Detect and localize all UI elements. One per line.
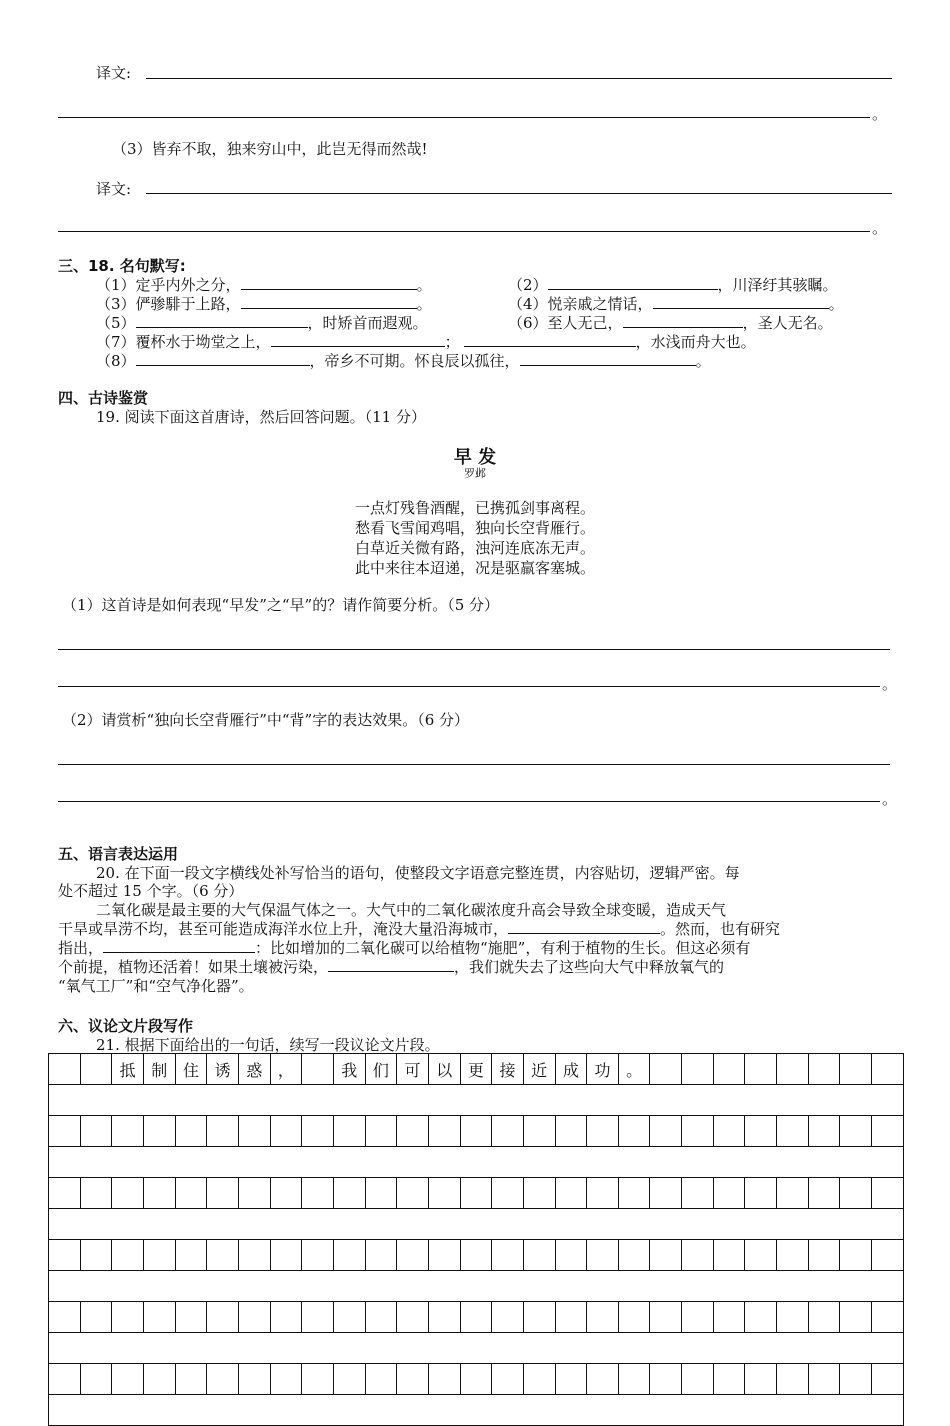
period-mark: 。 — [882, 790, 898, 808]
passage-text: 指出， — [58, 939, 104, 957]
grid-spacer-cell — [49, 1395, 904, 1426]
grid-cell[interactable] — [49, 1054, 81, 1085]
grid-spacer — [49, 1209, 904, 1240]
grid-cell[interactable] — [112, 1364, 144, 1395]
poem-line-2: 愁看飞雪闻鸡唱，独向长空背雁行。 — [354, 519, 595, 537]
grid-cell[interactable]: 制 — [143, 1054, 175, 1085]
grid-cell[interactable]: 以 — [428, 1054, 460, 1085]
item-text: ，帝乡不可期。怀良辰以孤往， — [309, 352, 520, 370]
grid-cell[interactable] — [650, 1302, 682, 1333]
grid-cell[interactable] — [460, 1116, 492, 1147]
grid-cell[interactable] — [270, 1178, 302, 1209]
grid-cell[interactable]: 功 — [587, 1054, 619, 1085]
grid-cell[interactable] — [682, 1302, 714, 1333]
grid-cell[interactable] — [80, 1054, 112, 1085]
grid-cell[interactable] — [238, 1364, 270, 1395]
grid-cell[interactable] — [492, 1240, 524, 1271]
grid-row[interactable] — [49, 1054, 904, 1085]
grid-cell[interactable] — [80, 1302, 112, 1333]
grid-cell[interactable] — [238, 1178, 270, 1209]
section-3-title: 三、18. 名句默写: — [58, 257, 186, 275]
passage-line-3 — [58, 937, 750, 958]
grid-cell[interactable] — [302, 1240, 334, 1271]
passage-line-4 — [58, 956, 724, 977]
poem-author: 罗邺 — [464, 467, 486, 480]
grid-cell[interactable] — [618, 1116, 650, 1147]
grid-cell[interactable] — [650, 1364, 682, 1395]
grid-spacer-cell — [49, 1209, 904, 1240]
grid-cell[interactable] — [682, 1054, 714, 1085]
item-text: ，水浅而舟大也。 — [635, 333, 756, 351]
item-text: ，川泽纡其骇瞩。 — [717, 276, 838, 294]
grid-cell[interactable] — [428, 1178, 460, 1209]
grid-cell[interactable] — [492, 1178, 524, 1209]
grid-cell[interactable] — [333, 1364, 365, 1395]
period-mark: 。 — [872, 219, 888, 237]
item-text: 俨骖騑于上路， — [135, 295, 241, 313]
grid-cell[interactable] — [302, 1364, 334, 1395]
grid-cell[interactable] — [175, 1178, 207, 1209]
grid-cell[interactable]: ， — [270, 1054, 302, 1085]
grid-cell[interactable] — [523, 1240, 555, 1271]
poem-line-3: 白草近关微有路，浊河连底冻无声。 — [354, 539, 595, 557]
grid-cell[interactable] — [840, 1302, 872, 1333]
grid-cell[interactable] — [397, 1116, 429, 1147]
fill-blank[interactable] — [653, 294, 829, 309]
grid-cell[interactable] — [840, 1054, 872, 1085]
question-19-1: （1）这首诗是如何表现“早发”之“早”的？请作简要分析。（5 分） — [62, 596, 500, 614]
grid-cell[interactable] — [207, 1116, 239, 1147]
grid-cell[interactable]: 更 — [460, 1054, 492, 1085]
grid-spacer — [49, 1271, 904, 1302]
grid-cell[interactable] — [587, 1240, 619, 1271]
item-number: （5） — [96, 314, 136, 332]
grid-cell[interactable] — [112, 1116, 144, 1147]
fill-blank[interactable] — [508, 919, 660, 934]
item-text: 。 — [416, 295, 432, 313]
item-number: （4） — [508, 295, 548, 313]
grid-cell[interactable]: 接 — [492, 1054, 524, 1085]
grid-cell[interactable] — [333, 1116, 365, 1147]
grid-cell[interactable] — [745, 1364, 777, 1395]
grid-cell[interactable] — [49, 1116, 81, 1147]
question-19: 19. 阅读下面这首唐诗，然后回答问题。（11 分） — [96, 408, 426, 426]
grid-cell[interactable] — [270, 1240, 302, 1271]
question-17-3: （3）皆弃不取，独来穷山中，此岂无得而然哉! — [112, 140, 428, 158]
grid-cell[interactable]: 近 — [523, 1054, 555, 1085]
recite-item-3 — [96, 293, 432, 314]
grid-cell[interactable]: 住 — [175, 1054, 207, 1085]
question-20-a: 20. 在下面一段文字横线处补写恰当的语句，使整段文字语意完整连贯，内容贴切，逻辑严密。每 — [96, 864, 740, 882]
question-20-b: 处不超过 15 个字。（6 分） — [58, 882, 244, 900]
writing-grid[interactable] — [48, 1053, 904, 1426]
item-number: （3） — [96, 295, 136, 313]
grid-cell[interactable] — [207, 1178, 239, 1209]
grid-cell[interactable] — [650, 1178, 682, 1209]
grid-cell[interactable] — [397, 1240, 429, 1271]
grid-spacer — [49, 1333, 904, 1364]
item-number: （1） — [96, 276, 136, 294]
item-text: ，圣人无名。 — [742, 314, 833, 332]
grid-cell[interactable] — [428, 1364, 460, 1395]
answer-line[interactable] — [58, 231, 870, 232]
fill-blank[interactable] — [136, 351, 310, 366]
grid-cell[interactable] — [682, 1178, 714, 1209]
recite-item-8 — [96, 350, 711, 371]
fill-blank[interactable] — [136, 313, 308, 328]
grid-cell[interactable] — [460, 1240, 492, 1271]
grid-cell[interactable] — [302, 1302, 334, 1333]
answer-line[interactable] — [146, 78, 892, 79]
grid-cell[interactable]: 诱 — [207, 1054, 239, 1085]
grid-cell[interactable] — [777, 1364, 809, 1395]
grid-cell[interactable] — [492, 1364, 524, 1395]
grid-cell[interactable] — [587, 1302, 619, 1333]
grid-cell[interactable] — [840, 1364, 872, 1395]
grid-cell[interactable] — [365, 1240, 397, 1271]
fill-blank[interactable] — [464, 332, 636, 347]
grid-cell[interactable] — [460, 1178, 492, 1209]
grid-cell[interactable] — [523, 1116, 555, 1147]
grid-cell[interactable] — [808, 1240, 840, 1271]
grid-cell[interactable] — [555, 1178, 587, 1209]
question-21: 21. 根据下面给出的一句话，续写一段议论文片段。 — [96, 1036, 440, 1054]
recite-item-6 — [508, 312, 833, 333]
item-text: 。 — [695, 352, 711, 370]
grid-cell[interactable]: 抵 — [112, 1054, 144, 1085]
grid-cell[interactable] — [302, 1054, 334, 1085]
grid-cell[interactable] — [745, 1302, 777, 1333]
grid-cell[interactable] — [872, 1116, 904, 1147]
grid-row[interactable] — [49, 1364, 904, 1395]
grid-cell[interactable] — [143, 1178, 175, 1209]
grid-cell[interactable]: 我 — [333, 1054, 365, 1085]
grid-cell[interactable] — [428, 1302, 460, 1333]
period-mark: 。 — [882, 675, 898, 693]
recite-item-4 — [508, 293, 844, 314]
grid-cell[interactable] — [270, 1302, 302, 1333]
item-text: 定乎内外之分， — [135, 276, 241, 294]
grid-cell[interactable] — [840, 1178, 872, 1209]
period-mark: 。 — [872, 105, 888, 123]
grid-cell[interactable]: 惑 — [238, 1054, 270, 1085]
grid-cell[interactable] — [872, 1178, 904, 1209]
grid-cell[interactable] — [143, 1302, 175, 1333]
fill-blank[interactable] — [103, 938, 255, 953]
item-number: （8） — [96, 352, 136, 370]
grid-cell[interactable] — [618, 1302, 650, 1333]
grid-cell[interactable] — [808, 1364, 840, 1395]
item-text: 。 — [416, 276, 432, 294]
answer-line[interactable] — [58, 801, 880, 802]
grid-cell[interactable] — [207, 1364, 239, 1395]
grid-spacer-cell — [49, 1147, 904, 1178]
passage-line-2 — [58, 918, 780, 939]
item-text: ； — [444, 333, 460, 351]
item-text: 覆杯水于坳堂之上， — [135, 333, 271, 351]
grid-cell[interactable] — [840, 1116, 872, 1147]
recite-item-1 — [96, 274, 432, 295]
grid-spacer-cell — [49, 1333, 904, 1364]
grid-cell[interactable] — [397, 1302, 429, 1333]
grid-cell[interactable] — [365, 1178, 397, 1209]
grid-cell[interactable] — [302, 1178, 334, 1209]
grid-cell[interactable] — [745, 1178, 777, 1209]
grid-cell[interactable] — [49, 1178, 81, 1209]
grid-cell[interactable] — [80, 1240, 112, 1271]
grid-cell[interactable] — [238, 1240, 270, 1271]
passage-text: ，我们就失去了这些向大气中释放氧气的 — [454, 958, 725, 976]
grid-cell[interactable] — [777, 1116, 809, 1147]
answer-line[interactable] — [146, 193, 892, 194]
section-6-title: 六、议论文片段写作 — [58, 1017, 194, 1035]
grid-cell[interactable] — [650, 1240, 682, 1271]
grid-cell[interactable]: 成 — [555, 1054, 587, 1085]
grid-spacer — [49, 1147, 904, 1178]
fill-blank[interactable] — [328, 957, 454, 972]
fill-blank[interactable] — [271, 332, 445, 347]
grid-cell[interactable] — [523, 1178, 555, 1209]
grid-cell[interactable] — [175, 1302, 207, 1333]
grid-cell[interactable] — [808, 1302, 840, 1333]
grid-cell[interactable] — [872, 1054, 904, 1085]
translation-label-2: 译文: — [96, 180, 132, 198]
grid-cell[interactable] — [492, 1302, 524, 1333]
poem-line-1: 一点灯残鲁酒醒，已携孤剑事离程。 — [354, 499, 595, 517]
grid-cell[interactable] — [618, 1240, 650, 1271]
grid-cell[interactable] — [207, 1302, 239, 1333]
passage-line-5: “氧气工厂”和“空气净化器”。 — [58, 977, 254, 995]
grid-cell[interactable] — [777, 1178, 809, 1209]
grid-cell[interactable] — [207, 1240, 239, 1271]
passage-text: 干旱或旱涝不均，甚至可能造成海洋水位上升，淹没大量沿海城市， — [58, 920, 509, 938]
grid-cell[interactable] — [650, 1116, 682, 1147]
grid-cell[interactable] — [112, 1178, 144, 1209]
answer-line[interactable] — [58, 117, 870, 118]
grid-cell[interactable]: 们 — [365, 1054, 397, 1085]
grid-cell[interactable] — [808, 1178, 840, 1209]
question-19-2: （2）请赏析“独向长空背雁行”中“背”字的表达效果。（6 分） — [62, 711, 470, 729]
poem-line-4: 此中来往本迢递，况是驱羸客塞城。 — [354, 559, 595, 577]
item-number: （7） — [96, 333, 136, 351]
grid-cell[interactable] — [777, 1054, 809, 1085]
grid-cell[interactable] — [713, 1240, 745, 1271]
poem-title: 早 发 — [453, 447, 497, 468]
grid-cell[interactable] — [872, 1302, 904, 1333]
item-text: 。 — [828, 295, 844, 313]
fill-blank[interactable] — [241, 294, 417, 309]
grid-cell[interactable] — [270, 1116, 302, 1147]
grid-cell[interactable] — [713, 1302, 745, 1333]
grid-cell[interactable] — [365, 1302, 397, 1333]
grid-cell[interactable] — [365, 1364, 397, 1395]
fill-blank[interactable] — [623, 313, 743, 328]
grid-cell[interactable]: 可 — [397, 1054, 429, 1085]
grid-cell[interactable] — [745, 1240, 777, 1271]
fill-blank[interactable] — [520, 351, 696, 366]
grid-cell[interactable] — [80, 1178, 112, 1209]
passage-text: ：比如增加的二氧化碳可以给植物“施肥”，有利于植物的生长。但这必须有 — [255, 939, 751, 957]
grid-cell[interactable] — [777, 1302, 809, 1333]
section-4-title: 四、古诗鉴赏 — [58, 389, 149, 407]
grid-cell[interactable] — [555, 1240, 587, 1271]
passage-text: 。然而，也有研究 — [660, 920, 781, 938]
grid-cell[interactable] — [745, 1116, 777, 1147]
item-text: 至人无己， — [547, 314, 623, 332]
grid-cell[interactable] — [365, 1116, 397, 1147]
fill-blank[interactable] — [241, 275, 417, 290]
grid-cell[interactable] — [682, 1116, 714, 1147]
grid-cell[interactable] — [713, 1116, 745, 1147]
item-number: （6） — [508, 314, 548, 332]
grid-cell[interactable] — [397, 1364, 429, 1395]
grid-cell[interactable] — [333, 1178, 365, 1209]
grid-cell[interactable] — [872, 1364, 904, 1395]
grid-spacer-cell — [49, 1085, 904, 1116]
grid-cell[interactable] — [555, 1364, 587, 1395]
grid-cell[interactable] — [428, 1116, 460, 1147]
grid-cell[interactable] — [175, 1364, 207, 1395]
grid-cell[interactable] — [49, 1302, 81, 1333]
grid-cell[interactable]: 。 — [618, 1054, 650, 1085]
grid-cell[interactable] — [808, 1116, 840, 1147]
grid-row[interactable] — [49, 1116, 904, 1147]
answer-line[interactable] — [58, 764, 890, 765]
grid-cell[interactable] — [238, 1116, 270, 1147]
grid-cell[interactable] — [713, 1364, 745, 1395]
grid-cell[interactable] — [618, 1364, 650, 1395]
grid-cell[interactable] — [650, 1054, 682, 1085]
grid-cell[interactable] — [143, 1364, 175, 1395]
answer-line[interactable] — [58, 686, 880, 687]
grid-cell[interactable] — [112, 1240, 144, 1271]
answer-line[interactable] — [58, 649, 890, 650]
grid-row[interactable] — [49, 1178, 904, 1209]
grid-cell[interactable] — [808, 1054, 840, 1085]
grid-cell[interactable] — [713, 1178, 745, 1209]
recite-item-5 — [96, 312, 428, 333]
translation-label-1: 译文: — [96, 64, 132, 82]
grid-cell[interactable] — [270, 1364, 302, 1395]
item-number: （2） — [508, 276, 548, 294]
grid-cell[interactable] — [175, 1116, 207, 1147]
grid-cell[interactable] — [49, 1240, 81, 1271]
grid-cell[interactable] — [492, 1116, 524, 1147]
grid-cell[interactable] — [175, 1240, 207, 1271]
grid-row[interactable] — [49, 1240, 904, 1271]
grid-cell[interactable] — [143, 1240, 175, 1271]
section-5-title: 五、语言表达运用 — [58, 845, 179, 863]
grid-cell[interactable] — [460, 1364, 492, 1395]
item-text: ，时矫首而遐观。 — [307, 314, 428, 332]
grid-spacer — [49, 1395, 904, 1426]
grid-cell[interactable] — [143, 1116, 175, 1147]
grid-spacer-cell — [49, 1271, 904, 1302]
grid-cell[interactable] — [682, 1364, 714, 1395]
grid-cell[interactable] — [397, 1178, 429, 1209]
grid-cell[interactable] — [80, 1116, 112, 1147]
grid-cell[interactable] — [840, 1240, 872, 1271]
grid-cell[interactable] — [460, 1302, 492, 1333]
grid-cell[interactable] — [80, 1364, 112, 1395]
grid-cell[interactable] — [872, 1240, 904, 1271]
grid-cell[interactable] — [428, 1240, 460, 1271]
grid-cell[interactable] — [587, 1364, 619, 1395]
grid-spacer — [49, 1085, 904, 1116]
recite-item-2 — [508, 274, 838, 295]
grid-cell[interactable] — [745, 1054, 777, 1085]
grid-cell[interactable] — [523, 1364, 555, 1395]
grid-row[interactable] — [49, 1302, 904, 1333]
item-text: 悦亲戚之情话， — [547, 295, 653, 313]
grid-cell[interactable] — [302, 1116, 334, 1147]
grid-cell[interactable] — [555, 1302, 587, 1333]
grid-cell[interactable] — [587, 1116, 619, 1147]
fill-blank[interactable] — [548, 275, 718, 290]
grid-cell[interactable] — [682, 1240, 714, 1271]
grid-cell[interactable] — [112, 1302, 144, 1333]
grid-cell[interactable] — [238, 1302, 270, 1333]
grid-cell[interactable] — [333, 1240, 365, 1271]
grid-cell[interactable] — [49, 1364, 81, 1395]
passage-text: 个前提，植物还活着！如果土壤被污染， — [58, 958, 329, 976]
grid-cell[interactable] — [333, 1302, 365, 1333]
grid-cell[interactable] — [618, 1178, 650, 1209]
grid-cell[interactable] — [713, 1054, 745, 1085]
grid-cell[interactable] — [777, 1240, 809, 1271]
grid-cell[interactable] — [523, 1302, 555, 1333]
grid-cell[interactable] — [555, 1116, 587, 1147]
grid-cell[interactable] — [587, 1178, 619, 1209]
passage-line-1: 二氧化碳是最主要的大气保温气体之一。大气中的二氧化碳浓度升高会导致全球变暖，造成天气 — [96, 901, 727, 919]
recite-item-7 — [96, 331, 756, 352]
